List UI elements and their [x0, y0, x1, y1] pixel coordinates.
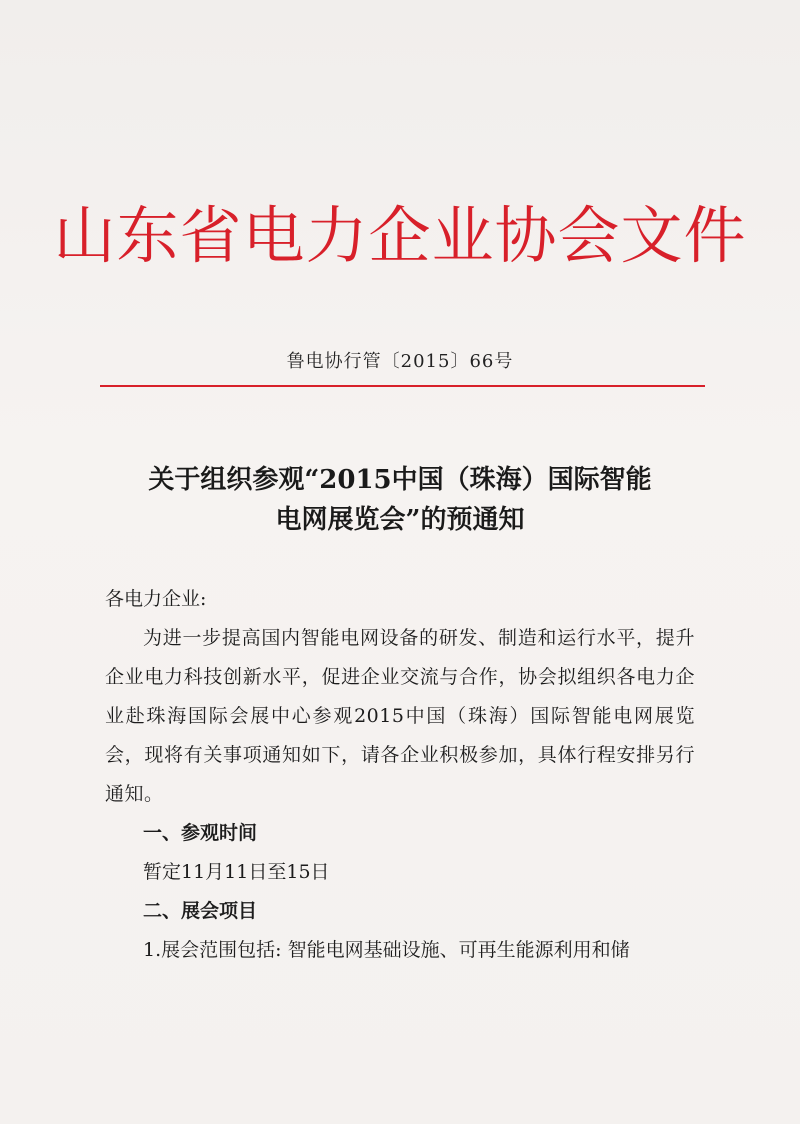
notice-title [95, 460, 705, 540]
visit-time-text: 暂定11月11日至15日 [143, 861, 330, 883]
document-number: 鲁电协行管〔2015〕66号 [286, 351, 514, 372]
notice-title-line2: 电网展览会”的预通知 [275, 505, 525, 535]
intro-paragraph: 为进一步提高国内智能电网设备的研发、制造和运行水平，提升企业电力科技创新水平，促进企业交流与合作，协会拟组织各电力企业赴珠海国际会展中心参观2015中国（珠海）国际智能电网展览会，现将有关事项通知如下，请各企业积极参加，具体行程安排另行通知。 [105, 627, 695, 805]
section-heading-visit-time: 一、参观时间 [143, 822, 258, 844]
header-divider [100, 385, 705, 387]
org-header-title: 山东省电力企业协会文件 [53, 199, 747, 272]
salutation: 各电力企业: [105, 588, 207, 610]
exhibition-item-1: 1.展会范围包括: 智能电网基础设施、可再生能源利用和储 [143, 939, 630, 961]
section-heading-exhibition-items: 二、展会项目 [143, 900, 258, 922]
notice-title-line1: 关于组织参观“2015中国（珠海）国际智能 [148, 465, 652, 495]
notice-body [105, 580, 695, 970]
